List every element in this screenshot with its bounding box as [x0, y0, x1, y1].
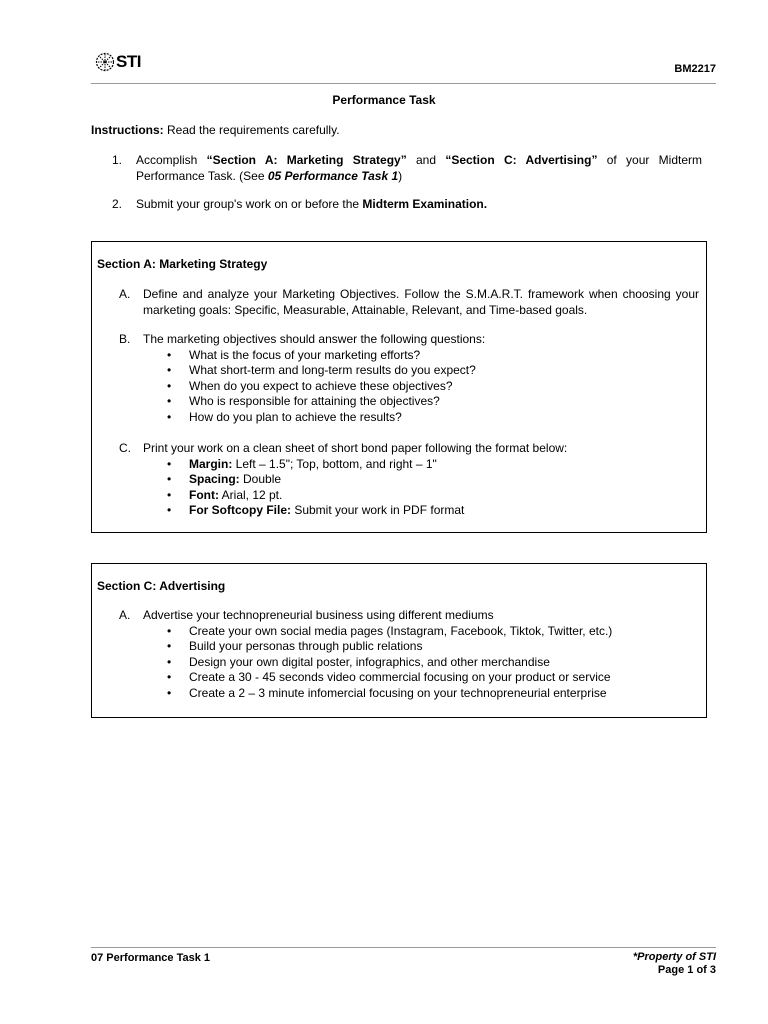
section-a-item-a — [119, 287, 699, 318]
list-item: • Who is responsible for attaining the objectives? — [167, 394, 699, 410]
section-a-item-b — [119, 332, 699, 425]
list-item: • Create your own social media pages (Instagram, Facebook, Tiktok, Twitter, etc.) — [167, 624, 699, 640]
section-c-reference: “Section C: Advertising” — [445, 153, 598, 167]
page-number: Page 1 of 3 — [657, 964, 716, 976]
medium-list — [167, 624, 699, 702]
instructions-label: Instructions: — [91, 123, 164, 137]
format-value: Double — [239, 472, 282, 486]
format-label: Margin: — [189, 456, 233, 471]
list-item — [167, 488, 699, 504]
instructions-text: Read the requirements carefully. — [163, 123, 340, 137]
section-a-item-c — [119, 441, 699, 519]
section-a-box — [91, 241, 707, 533]
section-c-title: Section C: Advertising — [97, 579, 226, 593]
list-item — [167, 457, 699, 473]
item-text: Print your work on a clean sheet of short bond paper following the format below: — [143, 441, 568, 455]
list-item: • When do you expect to achieve these objectives? — [167, 379, 699, 395]
item-letter: A. — [119, 608, 131, 622]
footer-document-name: 07 Performance Task 1 — [91, 952, 211, 964]
format-label: For Softcopy File: — [189, 503, 291, 517]
step-text-part: and — [406, 153, 446, 167]
document-code: BM2217 — [674, 63, 716, 75]
step-1 — [112, 153, 702, 184]
sti-logo — [95, 52, 141, 72]
step-text-part: Accomplish — [136, 153, 207, 167]
format-value: Arial, 12 pt. — [218, 487, 283, 502]
list-item: • How do you plan to achieve the results? — [167, 410, 699, 426]
item-text: The marketing objectives should answer the following questions: — [143, 332, 486, 346]
section-c-box — [91, 563, 707, 718]
format-label: Spacing: — [189, 472, 240, 486]
logo-text: STI — [116, 52, 141, 72]
list-item: • Build your personas through public relations — [167, 639, 699, 655]
section-c-item-a — [119, 608, 699, 701]
step-number: 1. — [112, 153, 123, 167]
list-item: • What is the focus of your marketing efforts? — [167, 348, 699, 364]
list-item: • Create a 30 - 45 seconds video commercial focusing on your product or service — [167, 670, 699, 686]
footer-divider — [91, 947, 716, 948]
format-list — [167, 457, 699, 519]
property-notice: *Property of STI — [632, 951, 716, 963]
list-item — [167, 472, 699, 488]
format-label: Font: — [189, 487, 219, 502]
page-title: Performance Task — [332, 93, 436, 107]
instructions — [91, 123, 340, 139]
item-text: Define and analyze your Marketing Objectives. Follow the S.M.A.R.T. framework when choosing your marketing goals: Specific, Measurable, Attainable, Relevant, and Time-based goals. — [143, 287, 699, 317]
list-item: • Create a 2 – 3 minute infomercial focusing on your technopreneurial enterprise — [167, 686, 699, 702]
step-number: 2. — [112, 197, 123, 211]
step-text-part: of your Midterm Performance Task. (See — [136, 153, 702, 183]
header-divider — [91, 83, 716, 84]
section-a-reference: “Section A: Marketing Strategy” — [206, 153, 407, 167]
footer-right — [633, 951, 716, 977]
step-text — [136, 153, 702, 184]
list-item — [167, 503, 699, 519]
item-letter: B. — [119, 332, 131, 346]
step-text — [136, 197, 702, 213]
format-value: Left – 1.5"; Top, bottom, and right – 1" — [232, 456, 437, 471]
section-a-title: Section A: Marketing Strategy — [97, 257, 268, 271]
list-item: • What short-term and long-term results do you expect? — [167, 363, 699, 379]
task-reference: 05 Performance Task 1 — [267, 168, 399, 183]
item-text: Advertise your technopreneurial business using different mediums — [143, 608, 494, 622]
question-list — [167, 348, 699, 426]
sti-globe-icon — [95, 52, 115, 72]
step-text-part: Submit your group's work on or before the — [136, 197, 363, 211]
format-value: Submit your work in PDF format — [291, 503, 465, 517]
deadline: Midterm Examination. — [362, 197, 488, 211]
list-item: • Design your own digital poster, infographics, and other merchandise — [167, 655, 699, 671]
item-letter: C. — [119, 441, 131, 455]
step-text-part: ) — [398, 168, 403, 183]
item-letter: A. — [119, 287, 131, 301]
step-2 — [112, 197, 702, 213]
